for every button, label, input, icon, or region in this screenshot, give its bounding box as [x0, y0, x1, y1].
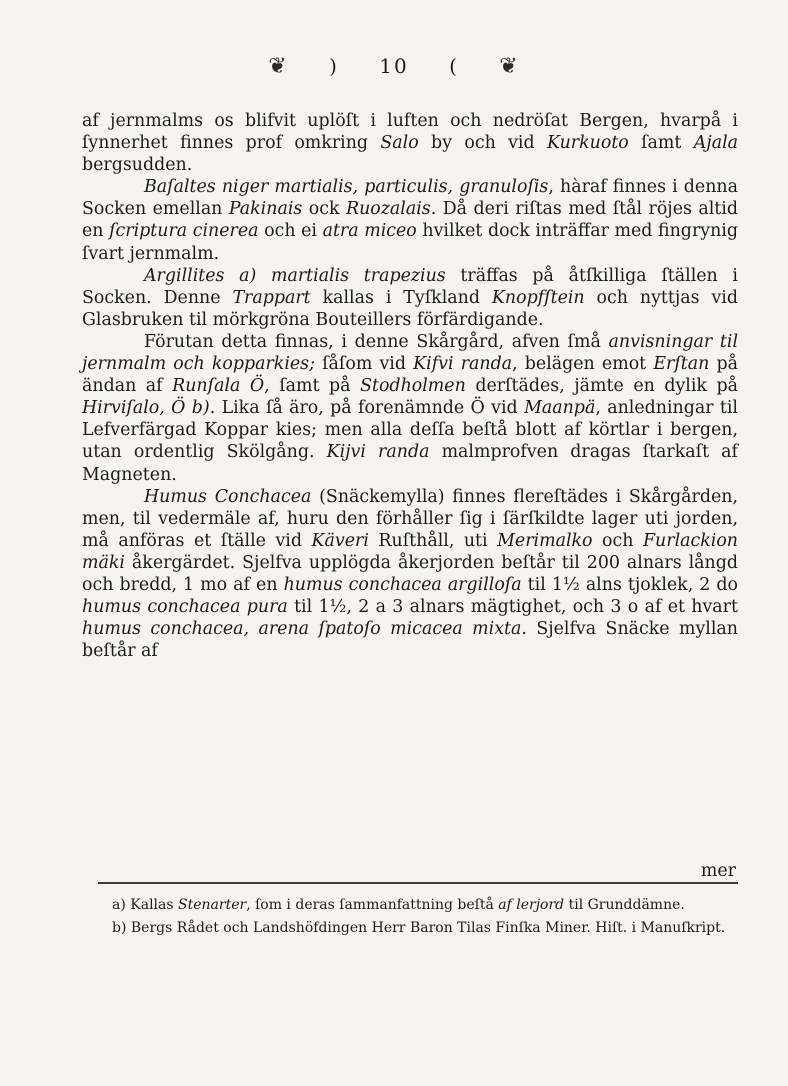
left-parenthesis: ) [329, 54, 339, 78]
text-run: och [592, 530, 643, 551]
italic-term: anvisningar til jernmalm och kopparkies; [82, 331, 739, 375]
paragraph [82, 110, 738, 176]
italic-term: Käveri [311, 530, 369, 551]
text-run: b) Bergs Rådet och Landshöfdingen Herr Baron Tilas Finſka Miner. Hiſt. i Manuſkript. [112, 920, 726, 936]
body-text [82, 110, 738, 662]
italic-term: Furlackion mäki [82, 530, 739, 573]
text-run: , anledningar til Lefverfärgad Koppar kies; men alla deſſa beſtå blott af körtlar i bergen, utan ordentlig Skölgång. [82, 398, 738, 463]
italic-term: Merimalko [497, 530, 593, 551]
right-ornament-icon: ❦ [499, 54, 520, 79]
text-run: til 1½, 2 a 3 alnars mägtighet, och 3 o af et hvart [287, 597, 738, 618]
italic-term: Pakinais [228, 199, 303, 220]
italic-term: humus conchacea argilloſa [283, 574, 522, 595]
text-run: och nyttjas vid Glasbruken til mörkgröna Bouteillers förfärdigande. [82, 287, 738, 330]
paragraph [82, 176, 738, 264]
italic-term: Stenarter [178, 897, 247, 913]
italic-term: Erſtan [653, 354, 710, 375]
text-run: Ruſthåll, uti [368, 530, 498, 551]
text-run: på ändan af [82, 354, 738, 397]
text-run: , belägen emot [512, 354, 654, 375]
paragraph [82, 331, 738, 486]
italic-term: Maanpä [524, 398, 596, 419]
italic-term: Humus Conchacea [144, 486, 312, 507]
text-run: kallas i Tyſkland [310, 287, 492, 308]
text-run: ſamt [628, 133, 694, 154]
paragraph [82, 486, 738, 663]
italic-term: Ruozalais [346, 199, 431, 220]
italic-term: Kifvi randa [413, 354, 513, 375]
right-parenthesis: ( [449, 54, 459, 78]
text-run: . Då deri riſtas med ſtål röjes altid en [82, 199, 738, 242]
italic-term: humus conchacea pura [82, 597, 288, 618]
text-run: a) Kallas [112, 897, 179, 913]
italic-term: ſcriptura cinerea [109, 221, 259, 242]
italic-term: Trappart [232, 287, 311, 308]
catchword: mer [700, 861, 736, 881]
text-run: och ei [258, 221, 323, 242]
italic-term: Kurkuoto [546, 133, 629, 154]
italic-term: Salo [380, 133, 419, 154]
text-run: af jernmalms os blifvit uplöſt i luften och nedröſat Bergen, hvarpå i ſynnerhet finnes prof omkring [82, 111, 738, 154]
text-run: til 1½ alns tjoklek, 2 do [521, 574, 739, 595]
text-run: ock [302, 199, 346, 220]
text-run: malmprofven dragas ſtarkaſt af Magneten. [82, 442, 738, 485]
footnote [112, 919, 738, 938]
text-run: hvilket dock inträffar med fingrynig ſvart jernmalm. [82, 221, 738, 264]
paragraph [82, 265, 738, 331]
text-run: , ſom i deras ſammanfattning beſtå [246, 897, 499, 913]
text-run: Sjelfva Snäcke myllan beſtår af [82, 619, 739, 662]
text-run: åkergärdet. Sjelfva upplögda åkerjorden beſtår til 200 alnars långd och bredd, 1 mo af en [82, 552, 738, 595]
text-run: derſtädes, jämte en dylik på [465, 376, 738, 397]
italic-term: Kijvi randa [326, 442, 430, 463]
footnotes [112, 896, 738, 942]
italic-term: Knopfſtein [491, 287, 585, 308]
text-run: til Grunddämne. [564, 897, 685, 913]
text-run: träffas på åtſkilliga ſtällen i Socken. Denne [82, 265, 738, 308]
footnote-rule [98, 882, 738, 884]
italic-term: Ajala [693, 133, 738, 154]
text-run: ſåſom vid [314, 354, 414, 375]
italic-term: Runſala Ö [172, 376, 265, 397]
italic-term: af lerjord [498, 897, 565, 913]
page-number: 10 [379, 54, 409, 78]
text-run: . Lika ſå äro, på forenämnde Ö vid [209, 398, 525, 419]
italic-term: humus conchacea, arena ſpatoſo micacea mixta. [82, 619, 527, 640]
left-ornament-icon: ❦ [268, 54, 289, 79]
text-run: (Snäckemylla) finnes flereſtädes i Skårgården, men, til vedermäle af, huru den förhåller ſig i ſärſkildte lager uti jorden, må anföras et ſtälle vid [82, 486, 738, 551]
italic-term: Hirviſalo, Ö b) [82, 398, 210, 419]
italic-term: Argillites a) martialis trapezius [144, 265, 446, 286]
text-run: , hàraf finnes i denna Socken emellan [82, 177, 738, 220]
text-run: bergsudden. [82, 155, 193, 176]
running-header [0, 54, 788, 79]
text-run: by och vid [418, 133, 547, 154]
text-run: Förutan detta finnas, i denne Skårgård, afven ſmå [144, 331, 609, 352]
italic-term: Baſaltes niger martialis, particulis, granuloſis [144, 177, 549, 198]
italic-term: atra miceo [322, 221, 417, 242]
text-run: , ſamt på [264, 376, 361, 397]
italic-term: Stodholmen [360, 376, 466, 397]
footnote [112, 896, 738, 915]
